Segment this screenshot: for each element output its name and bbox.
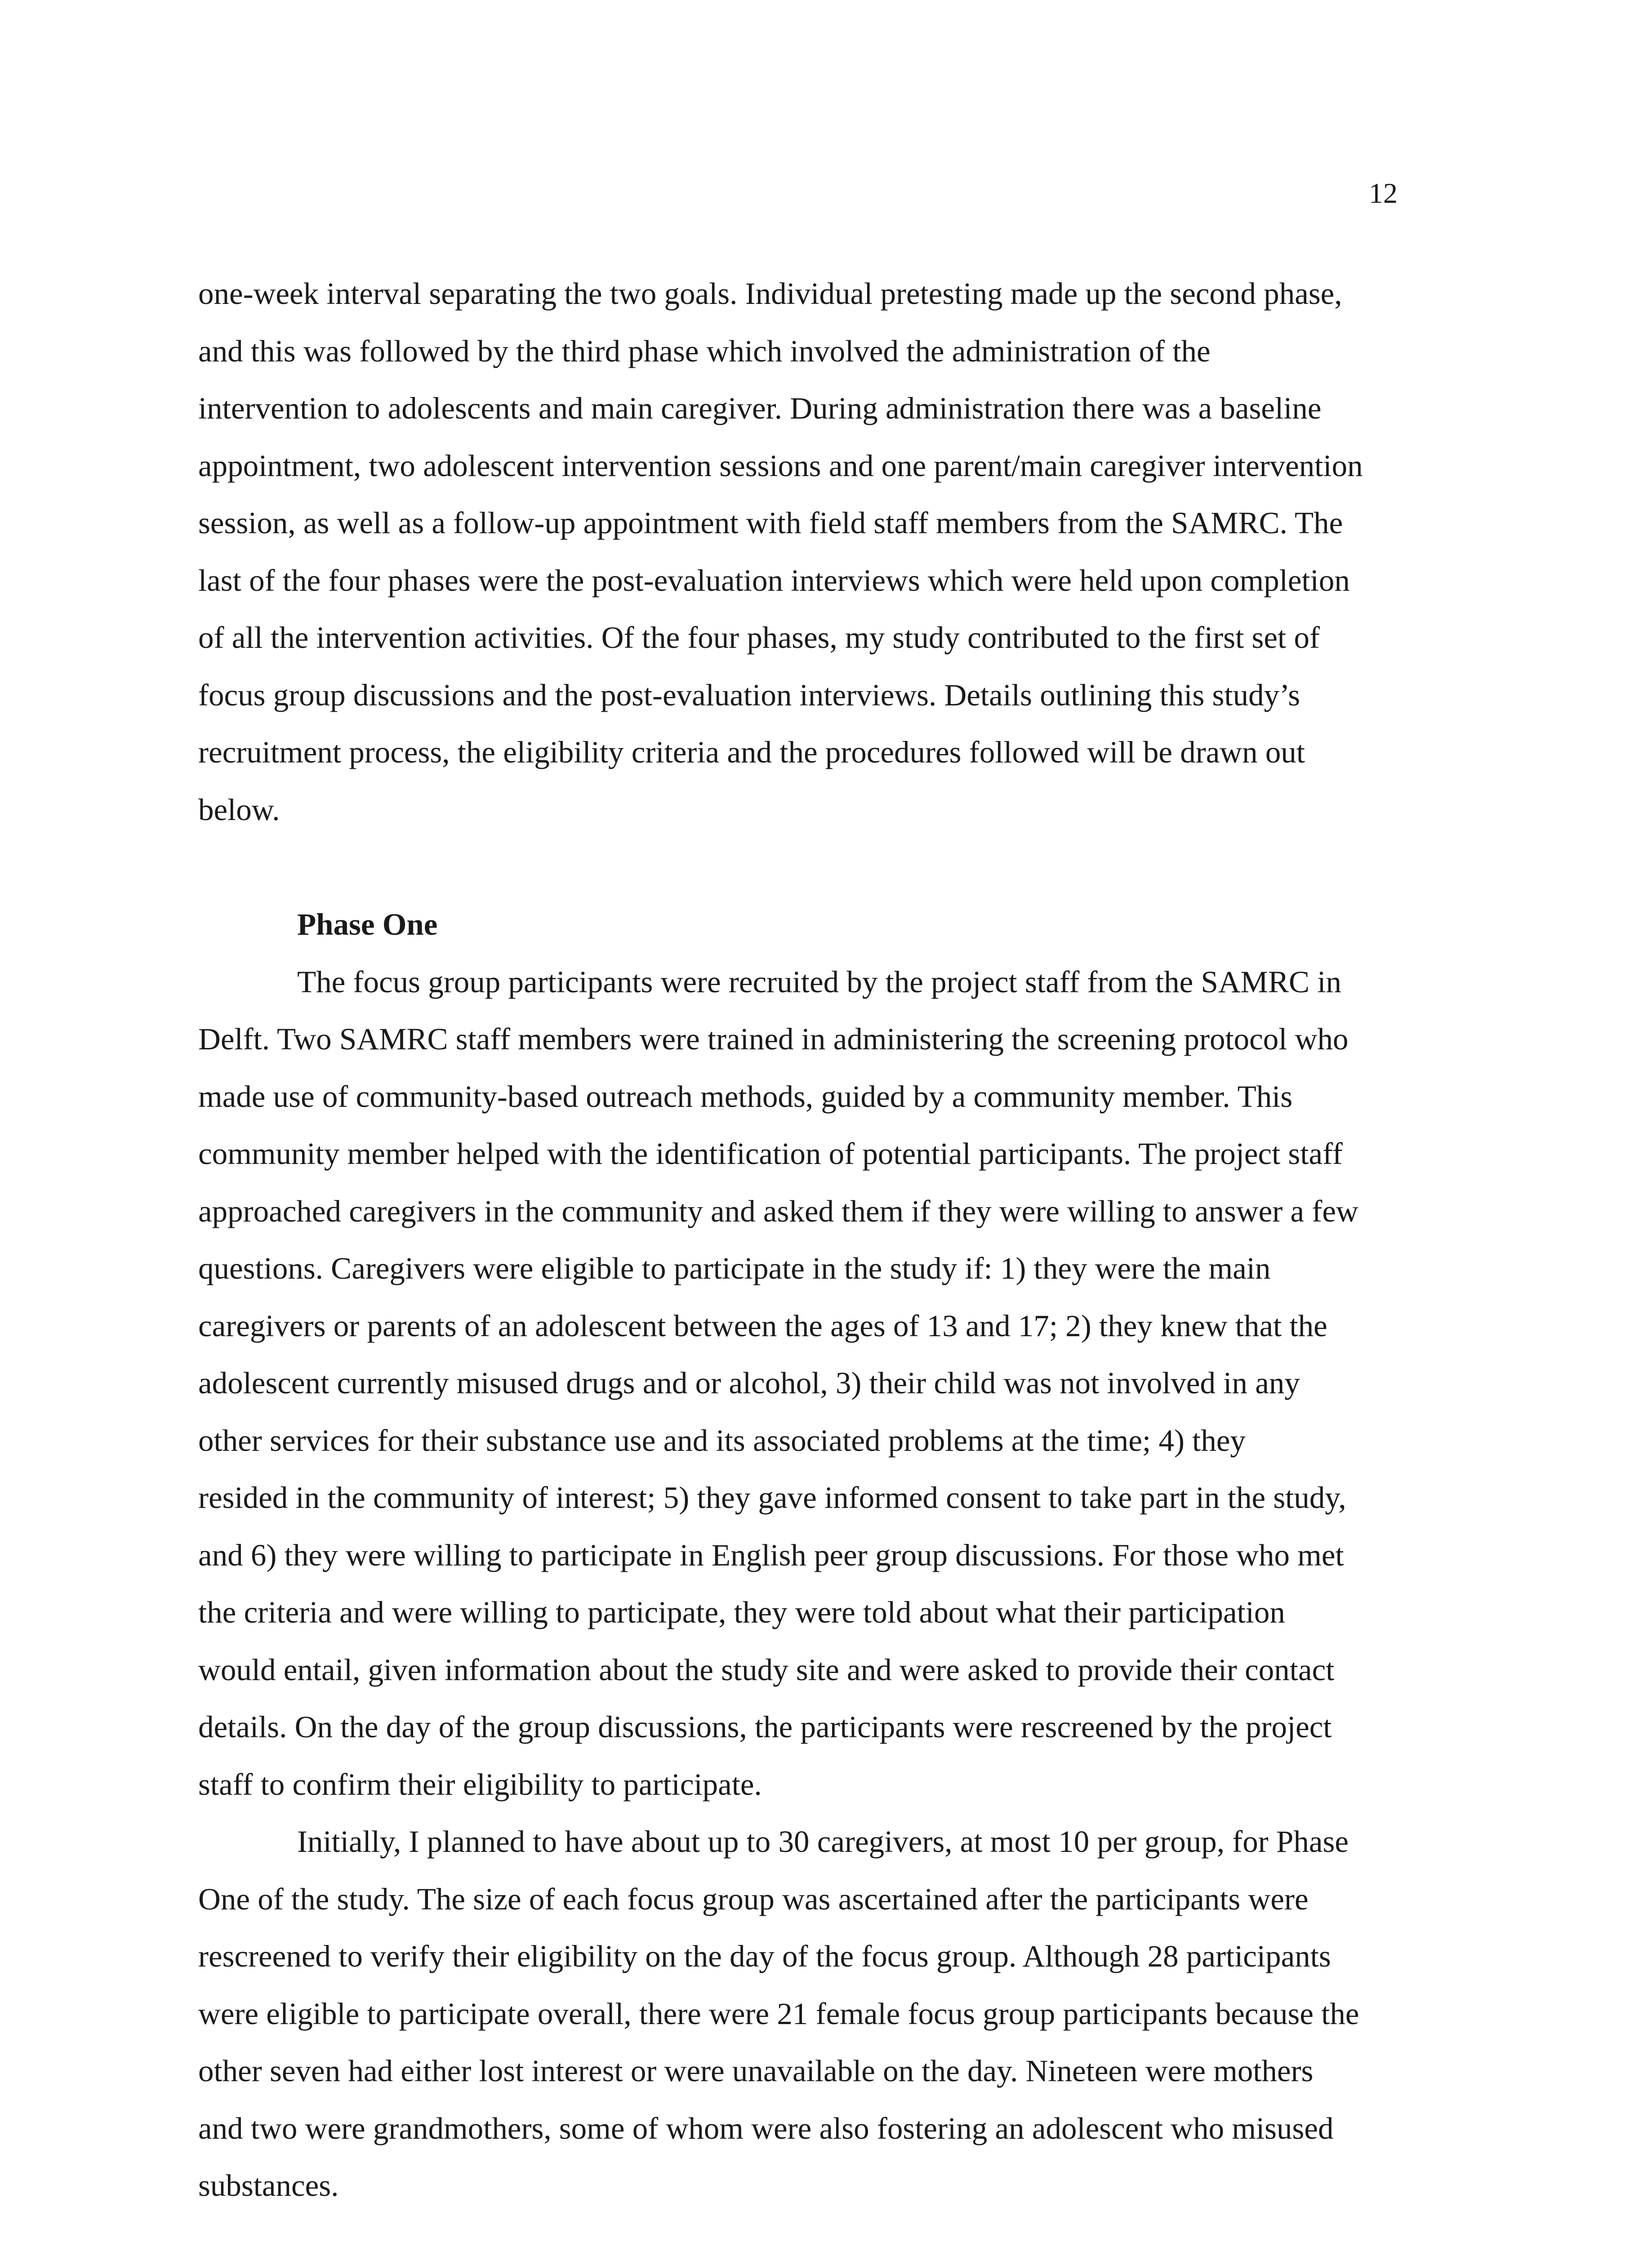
paragraph-1-line: one-week interval separating the two goals. Individual pretesting made up the second phase, (198, 277, 1342, 311)
paragraph-2-line: questions. Caregivers were eligible to participate in the study if: 1) they were the main (198, 1251, 1271, 1285)
section-spacer (198, 839, 1452, 896)
paragraph-1-line: recruitment process, the eligibility criteria and the procedures followed will be drawn out (198, 735, 1305, 769)
paragraph-2-line: other services for their substance use and its associated problems at the time; 4) they (198, 1423, 1246, 1458)
paragraph-2-line: approached caregivers in the community and asked them if they were willing to answer a few (198, 1194, 1358, 1228)
paragraph-3-line: One of the study. The size of each focus group was ascertained after the participants were (198, 1882, 1309, 1916)
paragraph-3-line: substances. (198, 2168, 339, 2203)
paragraph-1-line: last of the four phases were the post-evaluation interviews which were held upon completion (198, 563, 1350, 598)
body-text (198, 265, 1452, 2215)
paragraph-3 (198, 1813, 1452, 2215)
paragraph-2-line: would entail, given information about the study site and were asked to provide their contact (198, 1652, 1335, 1687)
paragraph-2-line: caregivers or parents of an adolescent between the ages of 13 and 17; 2) they knew that the (198, 1308, 1327, 1343)
paragraph-1-line: below. (198, 792, 280, 827)
paragraph-2-line: and 6) they were willing to participate in English peer group discussions. For those who met (198, 1538, 1344, 1572)
paragraph-2 (198, 954, 1452, 1814)
paragraph-2-line: Delft. Two SAMRC staff members were trained in administering the screening protocol who (198, 1022, 1349, 1056)
paragraph-2-line: made use of community-based outreach methods, guided by a community member. This (198, 1079, 1293, 1114)
paragraph-1-line: and this was followed by the third phase which involved the administration of the (198, 334, 1211, 368)
paragraph-2-line: staff to confirm their eligibility to participate. (198, 1767, 762, 1802)
paragraph-1-line: intervention to adolescents and main caregiver. During administration there was a baseline (198, 391, 1322, 425)
paragraph-1-line: focus group discussions and the post-evaluation interviews. Details outlining this study’s (198, 678, 1300, 712)
section-heading-phase-one: Phase One (297, 907, 438, 941)
paragraph-3-line: other seven had either lost interest or were unavailable on the day. Nineteen were mothers (198, 2054, 1314, 2088)
paragraph-1-line: of all the intervention activities. Of the four phases, my study contributed to the first set of (198, 620, 1320, 655)
paragraph-2-line: community member helped with the identification of potential participants. The project staff (198, 1137, 1343, 1171)
paragraph-2-line: the criteria and were willing to participate, they were told about what their participation (198, 1595, 1285, 1629)
paragraph-1 (198, 265, 1452, 839)
paragraph-3-line: Initially, I planned to have about up to 30 caregivers, at most 10 per group, for Phase (297, 1824, 1349, 1859)
paragraph-1-line: session, as well as a follow-up appointment with field staff members from the SAMRC. The (198, 506, 1343, 540)
paragraph-2-line: details. On the day of the group discussions, the participants were rescreened by the project (198, 1710, 1332, 1744)
paragraph-2-line: The focus group participants were recruited by the project staff from the SAMRC in (297, 964, 1341, 999)
paragraph-3-line: and two were grandmothers, some of whom were also fostering an adolescent who misused (198, 2111, 1334, 2145)
paragraph-2-line: adolescent currently misused drugs and or alcohol, 3) their child was not involved in any (198, 1366, 1300, 1400)
paragraph-3-line: rescreened to verify their eligibility on the day of the focus group. Although 28 participants (198, 1939, 1331, 1973)
paragraph-3-line: were eligible to participate overall, there were 21 female focus group participants because the (198, 1996, 1359, 2031)
paragraph-2-line: resided in the community of interest; 5) they gave informed consent to take part in the study, (198, 1481, 1346, 1515)
page-number: 12 (1369, 177, 1398, 209)
paragraph-1-line: appointment, two adolescent intervention sessions and one parent/main caregiver intervention (198, 448, 1363, 483)
